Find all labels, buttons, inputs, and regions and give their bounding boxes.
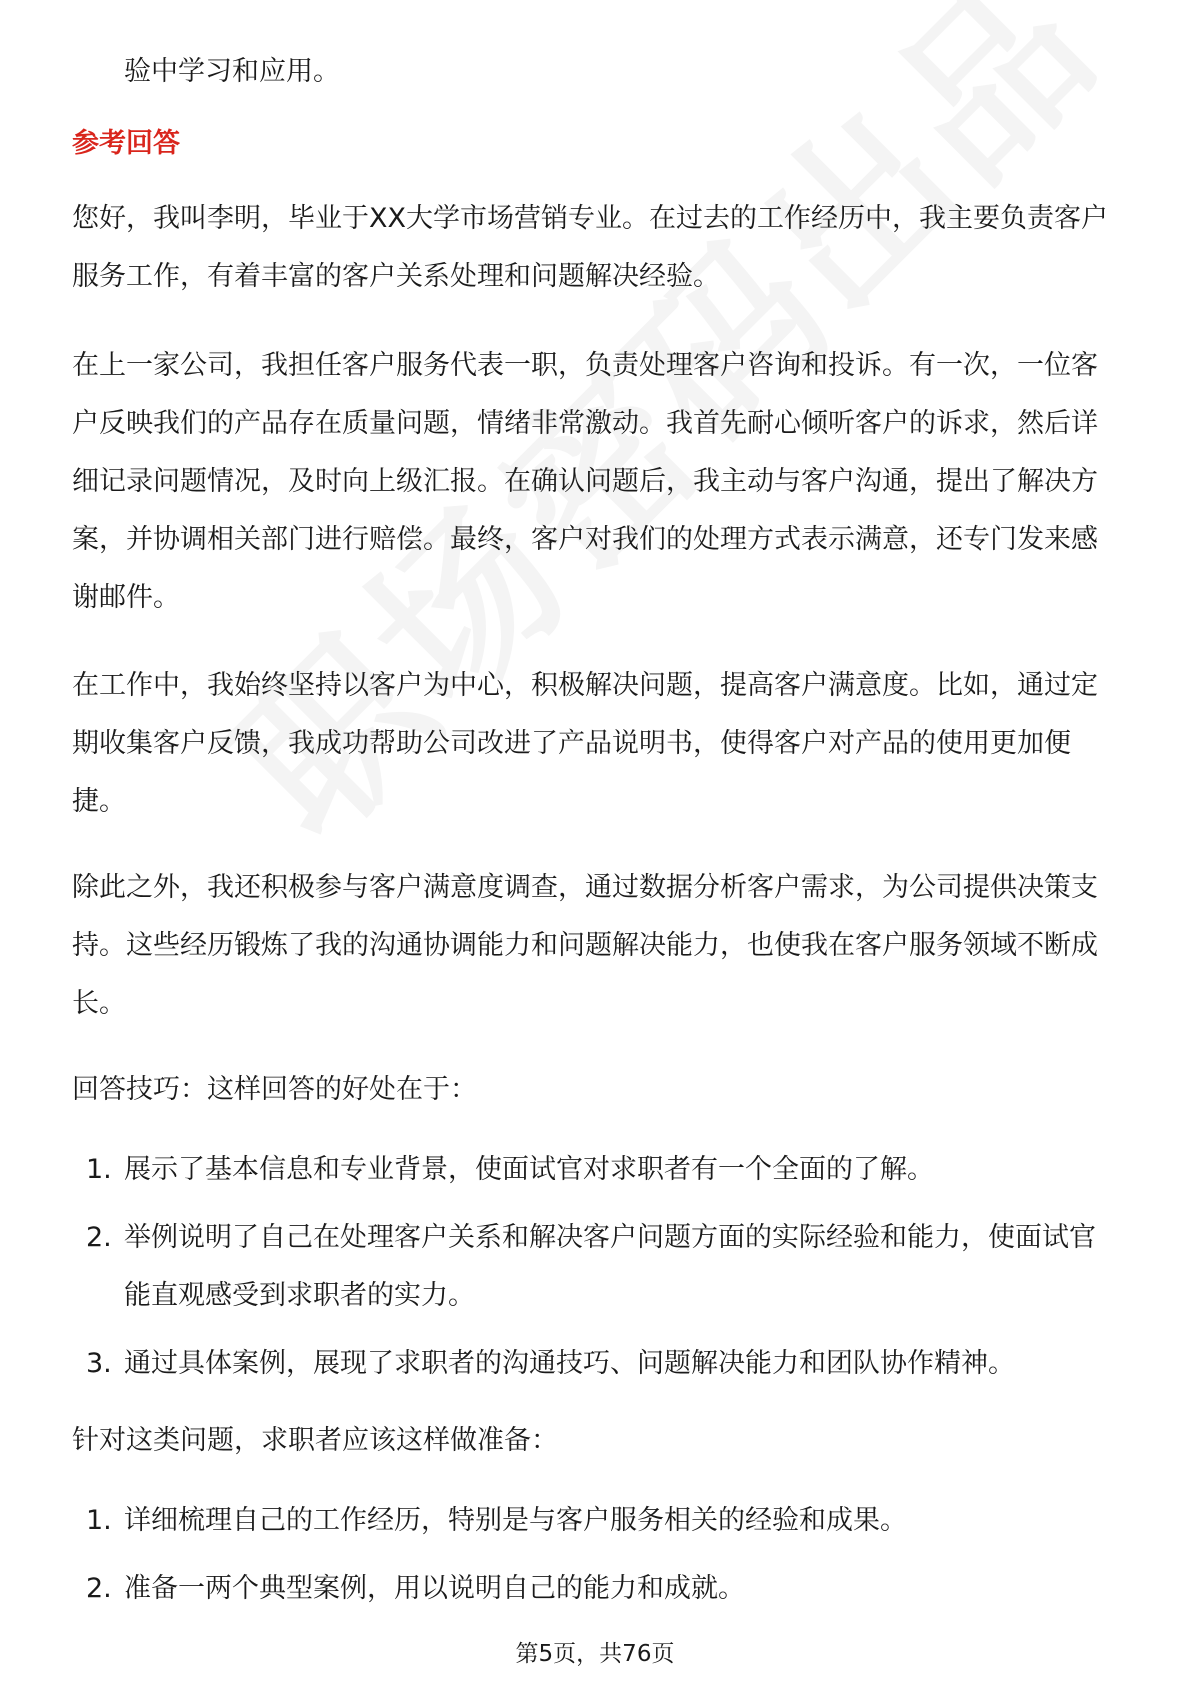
- paragraph-prep-intro: 针对这类问题，求职者应该这样做准备：: [72, 1425, 558, 1456]
- list-item-text: 通过具体案例，展现了求职者的沟通技巧、问题解决能力和团队协作精神。: [124, 1348, 1015, 1379]
- list-number: 1.: [86, 1154, 112, 1185]
- list-item: [72, 1141, 1122, 1199]
- list-item: [72, 1209, 1122, 1325]
- list-item: [72, 1560, 1122, 1618]
- list-item-text: 举例说明了自己在处理客户关系和解决客户问题方面的实际经验和能力，使面试官能直观感受到求职者的实力。: [124, 1222, 1096, 1311]
- section-heading: 参考回答: [72, 128, 180, 159]
- paragraph-tips-intro: 回答技巧：这样回答的好处在于：: [72, 1074, 477, 1105]
- list-number: 3.: [86, 1348, 112, 1379]
- paragraph-additional: 除此之外，我还积极参与客户满意度调查，通过数据分析客户需求，为公司提供决策支持。这些经历锻炼了我的沟通协调能力和问题解决能力，也使我在客户服务领域不断成长。: [72, 872, 1098, 1019]
- page-footer: 第5页，共76页: [515, 1641, 675, 1667]
- list-item-text: 准备一两个典型案例，用以说明自己的能力和成就。: [124, 1573, 745, 1604]
- paragraph-customer-focus: 在工作中，我始终坚持以客户为中心，积极解决问题，提高客户满意度。比如，通过定期收集客户反馈，我成功帮助公司改进了产品说明书，使得客户对产品的使用更加便捷。: [72, 670, 1098, 817]
- list-item: [72, 1492, 1122, 1550]
- continuation-text: 验中学习和应用。: [124, 56, 340, 87]
- list-number: 1.: [86, 1505, 112, 1536]
- prep-list: [72, 1492, 1122, 1628]
- list-item-text: 详细梳理自己的工作经历，特别是与客户服务相关的经验和成果。: [124, 1505, 907, 1536]
- list-number: 2.: [86, 1222, 112, 1253]
- list-number: 2.: [86, 1573, 112, 1604]
- paragraph-experience: 在上一家公司，我担任客户服务代表一职，负责处理客户咨询和投诉。有一次，一位客户反映我们的产品存在质量问题，情绪非常激动。我首先耐心倾听客户的诉求，然后详细记录问题情况，及时向上级汇报。在确认问题后，我主动与客户沟通，提出了解决方案，并协调相关部门进行赔偿。最终，客户对我们的处理方式表示满意，还专门发来感谢邮件。: [72, 350, 1098, 613]
- paragraph-intro: 您好，我叫李明，毕业于XX大学市场营销专业。在过去的工作经历中，我主要负责客户服务工作，有着丰富的客户关系处理和问题解决经验。: [72, 203, 1108, 292]
- list-item-text: 展示了基本信息和专业背景，使面试官对求职者有一个全面的了解。: [124, 1154, 934, 1185]
- tips-list: [72, 1141, 1122, 1403]
- list-item: [72, 1335, 1122, 1393]
